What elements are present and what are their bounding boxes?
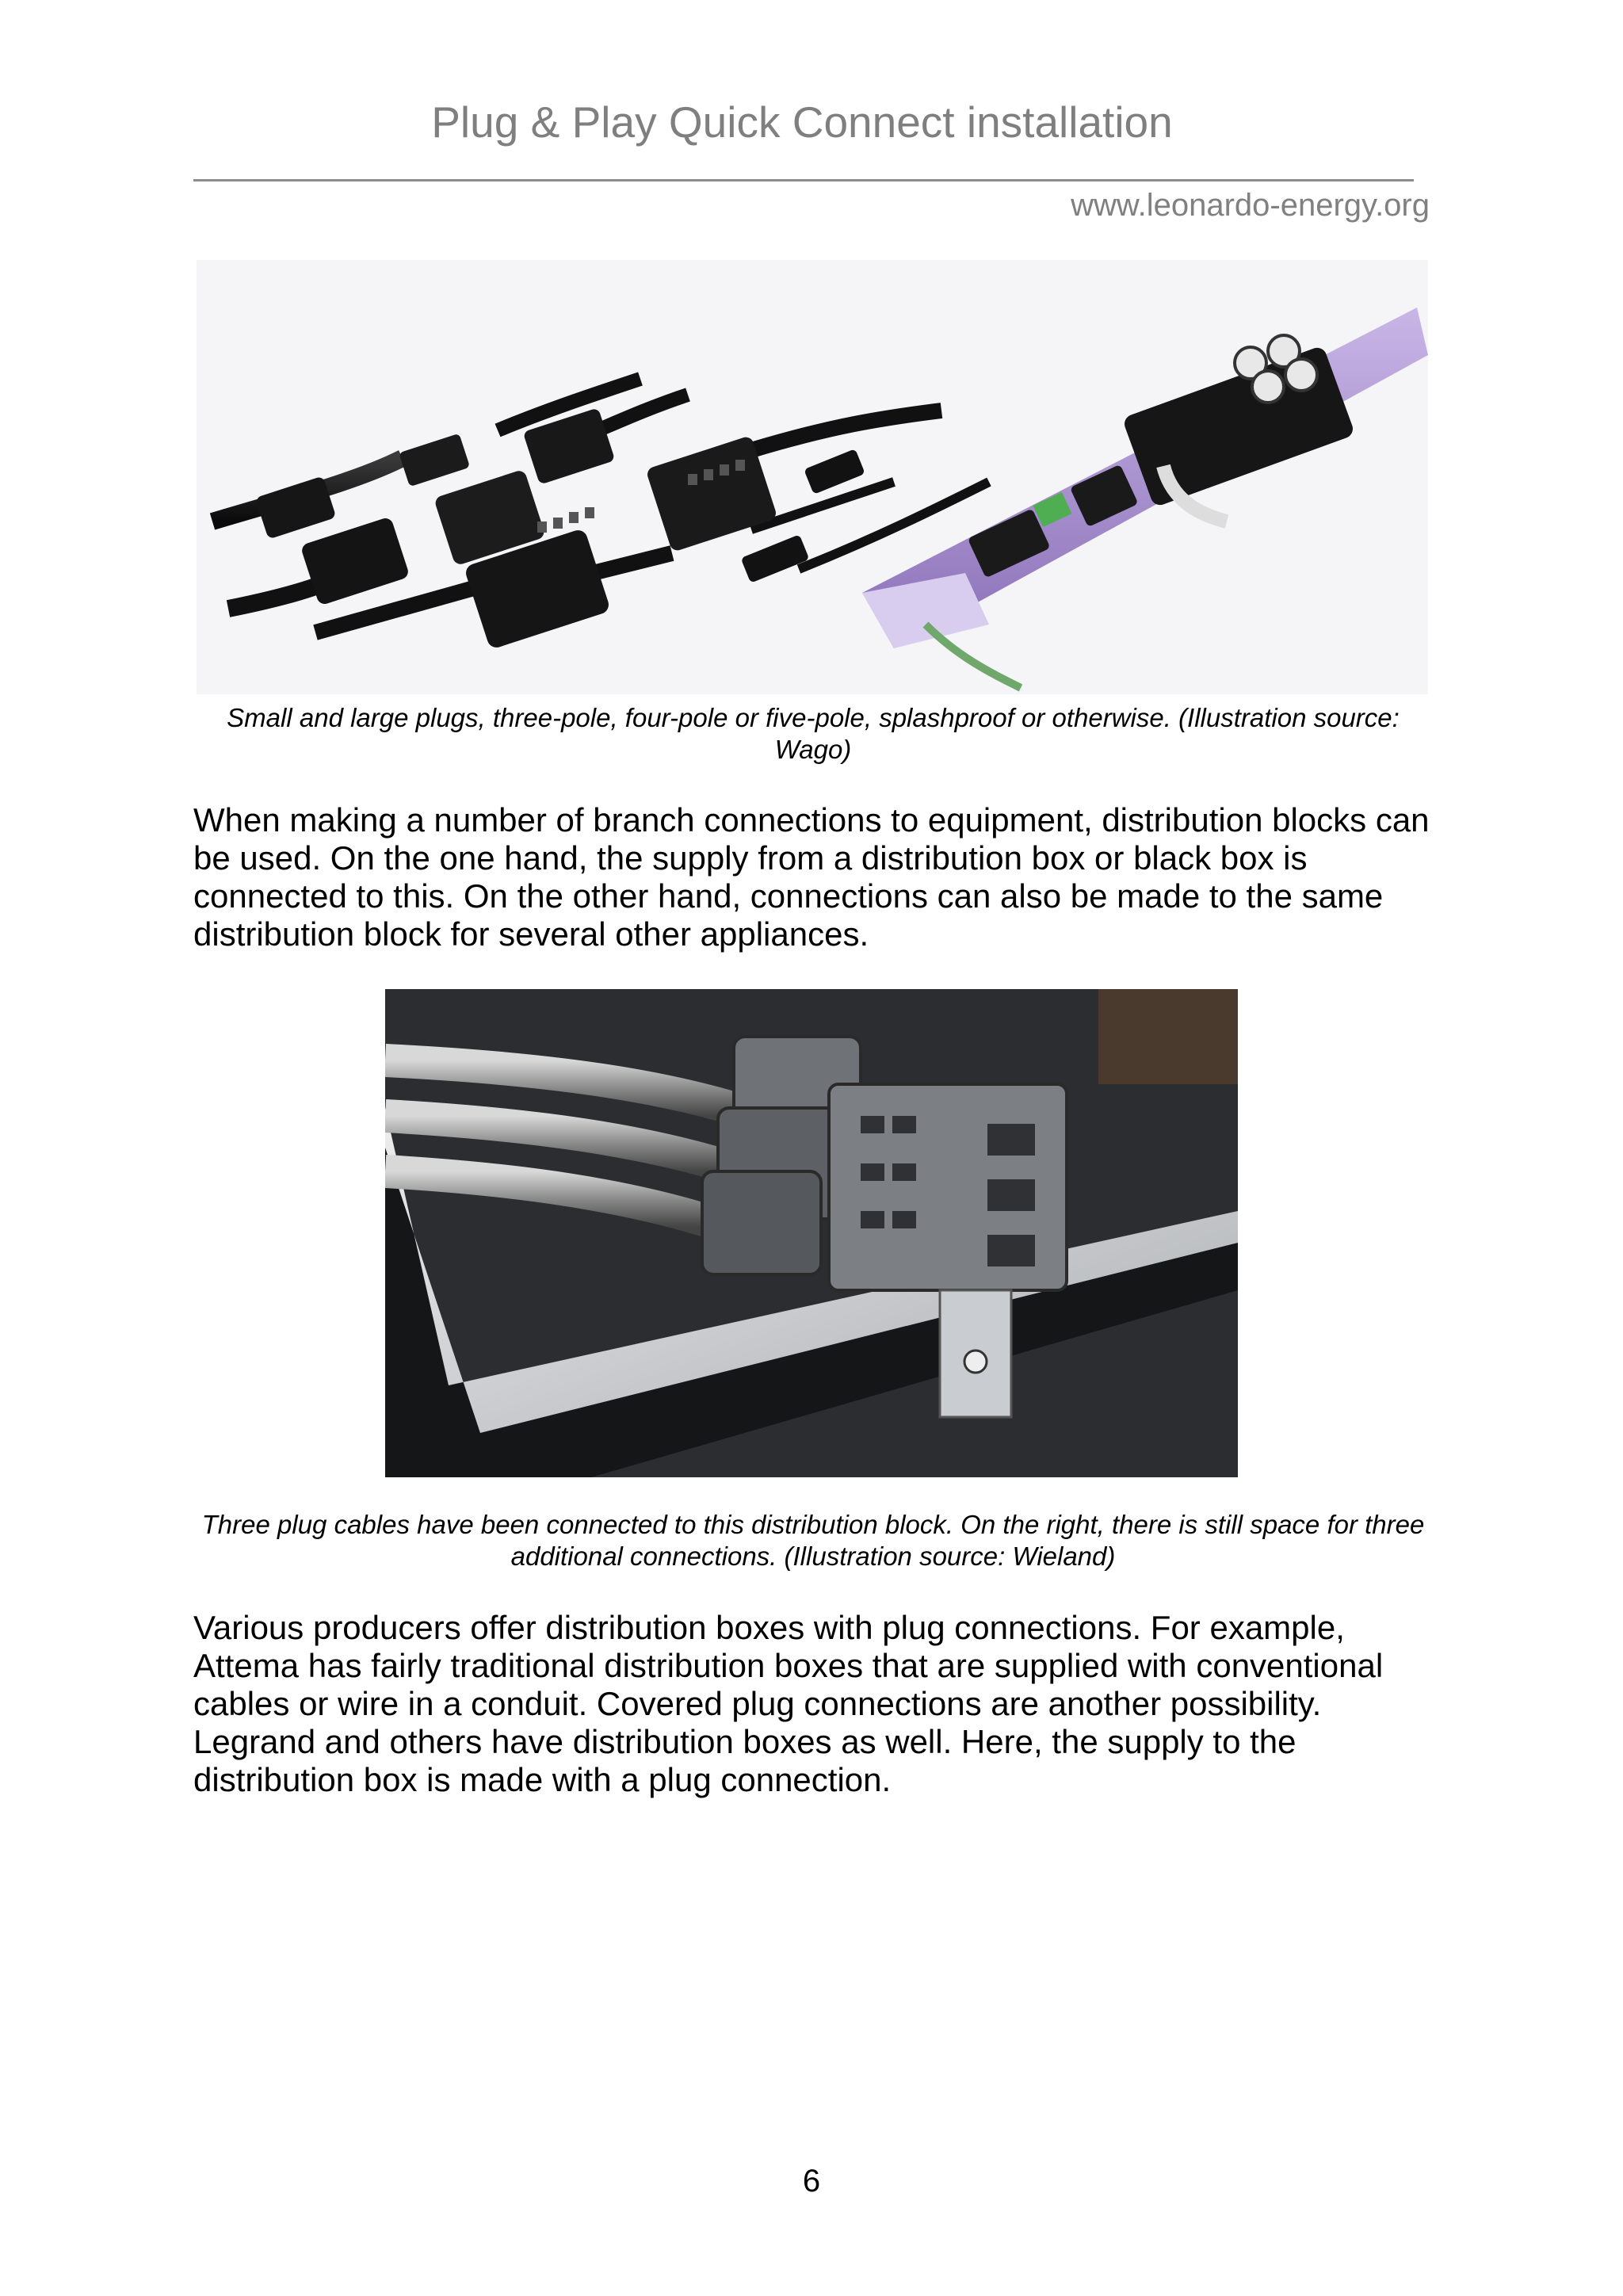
distribution-block-photo (385, 989, 1238, 1477)
figure-1-caption: Small and large plugs, three-pole, four-pole or five-pole, splashproof or otherwise. (Illustration source: Wago) (227, 703, 1400, 764)
page-number: 6 (802, 2164, 821, 2199)
plugs-illustration (197, 260, 1428, 694)
figure-2-caption: Three plug cables have been connected to this distribution block. On the right, there is still space for three additional connections. (Illustration source: Wieland) (201, 1510, 1425, 1571)
site-url: www.leonardo-energy.org (1071, 188, 1430, 223)
header-divider (193, 179, 1414, 181)
page-header-title: Plug & Play Quick Connect installation (431, 97, 1173, 147)
distribution-block-illustration (385, 989, 1238, 1477)
body-paragraph-1: When making a number of branch connections to equipment, distribution blocks can be used. On the one hand, the supply from a distribution box or black box is connected to this. On the other hand, connections can also be made to the same distribution block for several other appliances. (193, 801, 1430, 953)
body-paragraph-2: Various producers offer distribution boxes with plug connections. For example, Attema has fairly traditional distribution boxes that are supplied with conventional cables or wire in a conduit. Covered plug connections are another possibility. Legrand and others have distribution boxes as well. Here, the supply to the distribution box is made with a plug connection. (193, 1609, 1384, 1798)
plugs-photo (197, 260, 1428, 694)
